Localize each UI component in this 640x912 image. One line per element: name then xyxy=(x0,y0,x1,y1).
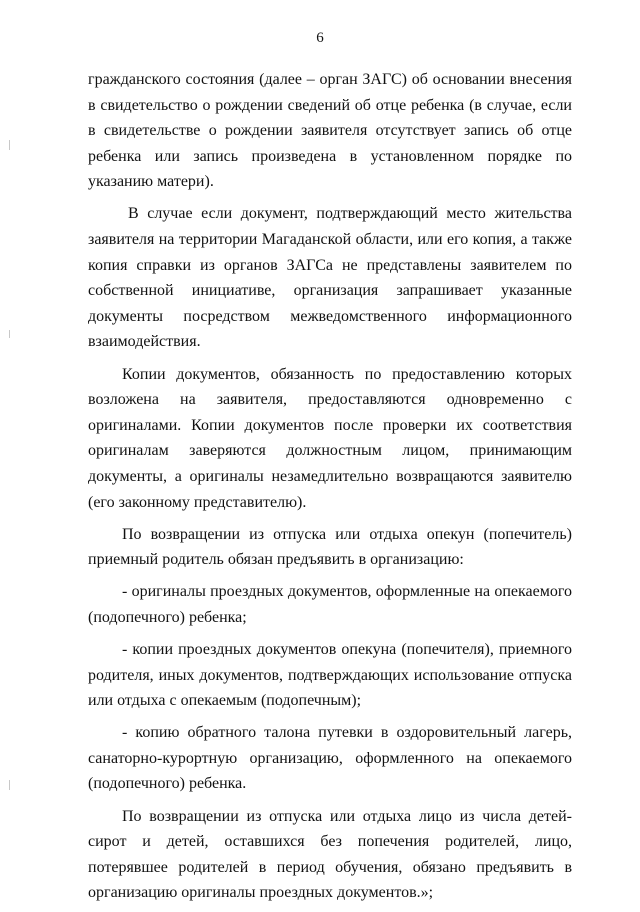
scan-edge-mark xyxy=(9,140,10,150)
list-item-guardian-travel-copies: - копии проездных документов опекуна (попечителя), приемного родителя, иных документов, подтверждающих использование отпуска или отдыха с опекаемым (подопечным); xyxy=(88,640,572,710)
paragraph-orphan-return: По возвращении из отпуска или отдыха лицо из числа детей-сирот и детей, оставшихся без попечения родителей, лицо, потерявшее родителей в период обучения, обязано предъявить в организацию оригиналы проездных документов.»; xyxy=(88,807,572,902)
paragraph-residence-document-request: В случае если документ, подтверждающий место жительства заявителя на территории Магаданской области, или его копия, а также копия справки из органов ЗАГСа не представлены заявителем по собственной инициативе, организация запрашивает указанные документы посредством межведомственного информационного взаимодействия. xyxy=(88,205,572,351)
list-item-voucher-return-coupon: - копию обратного талона путевки в оздоровительный лагерь, санаторно-курортную организацию, оформленного на опекаемого (подопечного) ребенка. xyxy=(88,724,572,793)
paragraph-document-copies: Копии документов, обязанность по предоставлению которых возложена на заявителя, предоставляются одновременно с оригиналами. Копии документов после проверки их соответствия оригиналам заверяются должностным лицом, принимающим документы, а оригиналы незамедлительно возвращаются заявителю (его законному представителю). xyxy=(88,365,572,511)
paragraph-guardian-return: По возвращении из отпуска или отдыха опекун (попечитель) приемный родитель обязан предъявить в организацию: xyxy=(88,525,572,569)
scan-edge-mark xyxy=(9,330,10,338)
paragraph-civil-registry-continuation: гражданского состояния (далее – орган ЗАГС) об основании внесения в свидетельство о рождении сведений об отце ребенка (в случае, если в свидетельстве о рождении заявителя отсутствует запись об отце ребенка или запись произведена в установленном порядке по указанию матери). xyxy=(88,71,572,191)
list-item-original-travel-documents: - оригиналы проездных документов, оформленные на опекаемого (подопечного) ребенка; xyxy=(88,583,572,626)
page-number: 6 xyxy=(316,30,324,46)
scan-edge-mark xyxy=(9,780,10,790)
document-body xyxy=(88,67,572,912)
